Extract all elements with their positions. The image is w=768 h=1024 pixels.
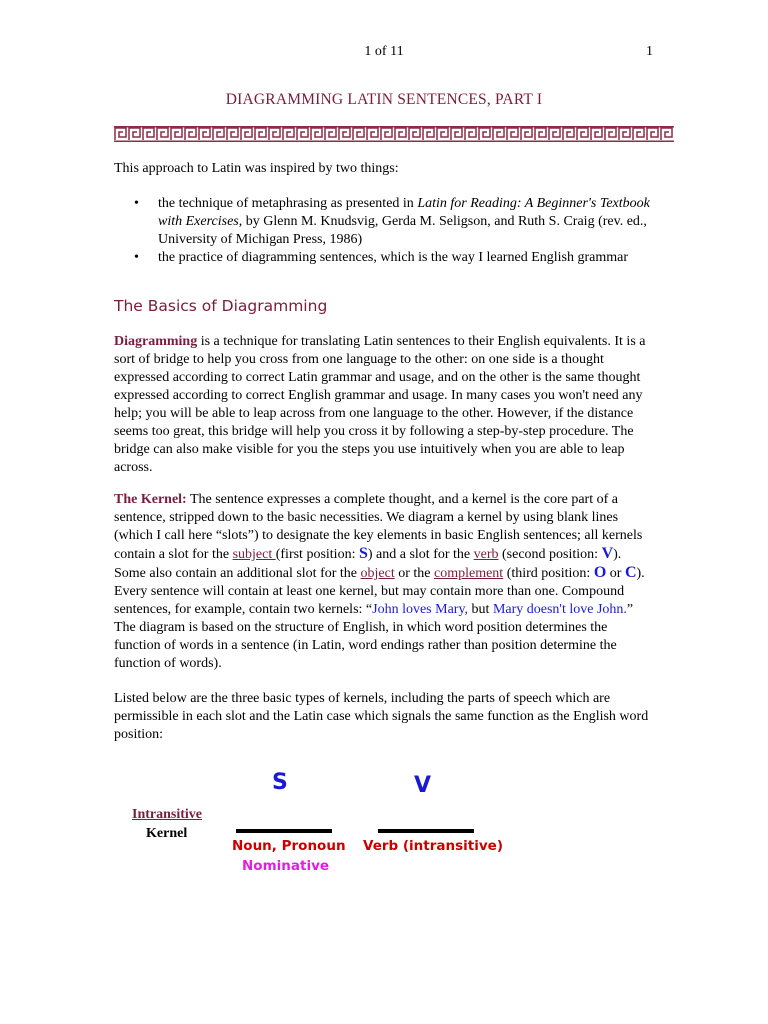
object-link[interactable]: object <box>360 566 395 581</box>
kernel-types-intro: Listed below are the three basic types of kernels, including the parts of speech which are permissible in each slot and the Latin case which signals the same function as the English word position: <box>114 691 649 742</box>
kernel-word: Kernel <box>146 826 188 841</box>
verb-slot-pos: Verb (intransitive) <box>363 838 503 854</box>
page-of-counter: 1 of 11 <box>364 44 404 59</box>
bullet-icon: • <box>134 250 139 265</box>
section-heading: The Basics of Diagramming <box>114 297 328 315</box>
subject-link[interactable]: subject <box>232 547 276 562</box>
subject-slot-label: S <box>272 770 288 795</box>
complement-link[interactable]: complement <box>434 566 504 581</box>
term-diagramming: Diagramming <box>114 334 198 349</box>
intransitive-kernel-diagram <box>0 760 768 900</box>
kernel-type-label: Intransitive <box>132 807 202 822</box>
verb-slot-line <box>378 829 474 833</box>
subject-slot-pos: Noun, Pronoun <box>232 838 346 854</box>
page-number: 1 <box>646 44 653 59</box>
example-kernel-1: John loves Mary, <box>372 602 469 617</box>
bullet-icon: • <box>134 196 139 211</box>
inspiration-list <box>114 195 654 267</box>
intro-text: This approach to Latin was inspired by two things: <box>114 161 399 176</box>
list-item: • the practice of diagramming sentences, which is the way I learned English grammar <box>134 250 628 265</box>
list-item: • the technique of metaphrasing as presented in Latin for Reading: A Beginner's Textbook with Exercises, by Glenn M. Knudsvig, Gerda M. Seligson, and Ruth S. Craig (rev. ed., University of Michigan Press, 1986) <box>134 196 650 247</box>
document-title: DIAGRAMMING LATIN SENTENCES, PART I <box>225 91 543 108</box>
diagramming-paragraph: Diagramming is a technique for translating Latin sentences to their English equivalents. It is a sort of bridge to help you cross from one language to the other: on one side is a thought expressed according to correct Latin grammar and usage, and on the other is the same thought expressed according to correct English grammar and usage. In many cases you won't need any help; you will be able to leap across from one language to the other. However, if the distance seems too great, this bridge will help you cross it by following a step-by-step procedure. The bridge can also make visible for you the steps you use intuitively when you are able to leap across. <box>114 334 646 475</box>
verb-link[interactable]: verb <box>473 547 499 562</box>
subject-slot-case: Nominative <box>242 858 330 874</box>
subject-slot-line <box>236 829 332 833</box>
term-kernel: The Kernel: <box>114 492 187 507</box>
greek-key-border-icon <box>114 126 674 142</box>
verb-slot-label: V <box>414 773 432 798</box>
kernel-paragraph: The Kernel: The sentence expresses a complete thought, and a kernel is the core part of a sentence, stripped down to the basic necessities. We diagram a kernel by using blank lines (which I call here “slots”) to designate the key elements in basic English sentences; all kernels contain a slot for the subject (first position: S) and a slot for the verb (second position: V). Some also contain an additional slot for the object or the complement (third position: O or C). Every sentence will contain at least one kernel, but may contain more than one. Compound sentences, for example, contain two kernels: “John loves Mary, but Mary doesn't love John.” The diagram is based on the structure of English, in which word position determines the function of words in a sentence (in Latin, word endings rather than position determine the function of words). <box>114 492 645 671</box>
example-kernel-2: Mary doesn't love John. <box>492 602 627 617</box>
